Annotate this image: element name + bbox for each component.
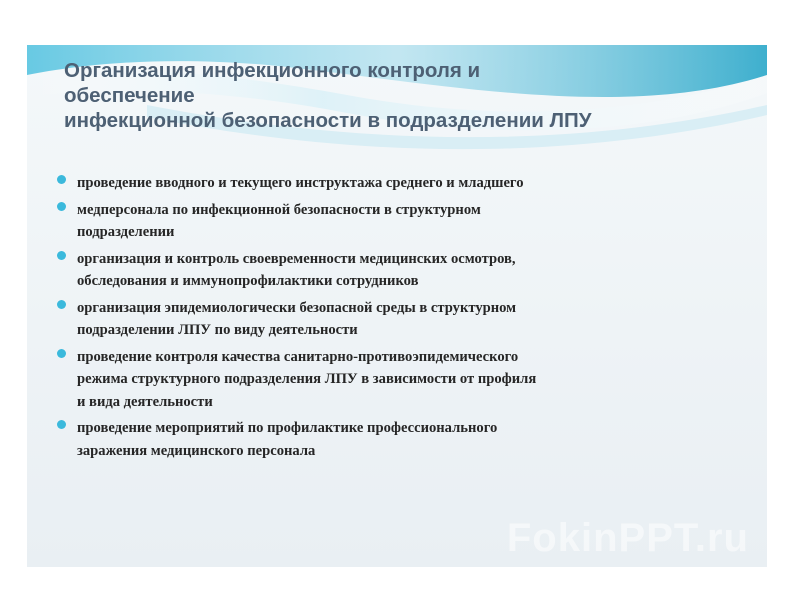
list-item-text: проведение мероприятий по профилактике профессионального xyxy=(77,420,498,436)
bullet-dot-icon xyxy=(57,420,66,429)
list-item-text: организация и контроль своевременности медицинских осмотров, xyxy=(77,250,516,267)
list-item-text: проведение контроля качества санитарно-противоэпидемического xyxy=(77,348,519,365)
bullet-dot-icon xyxy=(57,251,66,260)
title-line: обеспечение xyxy=(64,84,195,107)
list-item xyxy=(57,346,747,414)
list-item-text: обследования и иммунопрофилактики сотрудников xyxy=(77,273,419,289)
list-item-text: подразделении xyxy=(77,224,175,240)
bullet-dot-icon xyxy=(57,300,66,309)
list-item-text: организация эпидемиологически безопасной среды в структурном xyxy=(77,299,517,316)
bullet-dot-icon xyxy=(57,175,66,184)
slide xyxy=(27,45,767,567)
bullet-dot-icon xyxy=(57,202,66,211)
bullet-dot-icon xyxy=(57,349,66,358)
list-item-text: и вида деятельности xyxy=(77,393,213,410)
list-item xyxy=(57,297,747,342)
list-item xyxy=(57,417,747,462)
title-line: Организация инфекционного контроля и xyxy=(64,59,481,82)
bullet-list xyxy=(57,172,747,466)
list-item-text: заражения медицинского персонала xyxy=(77,442,316,459)
list-item xyxy=(57,248,747,293)
list-item-text: подразделении ЛПУ по виду деятельности xyxy=(77,322,358,338)
title-line: инфекционной безопасности в подразделении ЛПУ xyxy=(64,109,592,132)
list-item xyxy=(57,172,747,195)
slide-title xyxy=(64,58,744,133)
list-item-text: медперсонала по инфекционной безопасности в структурном xyxy=(77,201,481,218)
list-item-text: проведение вводного и текущего инструктажа среднего и младшего xyxy=(77,175,524,191)
list-item-text: режима структурного подразделения ЛПУ в зависимости от профиля xyxy=(77,371,537,387)
list-item xyxy=(57,199,747,244)
watermark: FokinPPT.ru xyxy=(506,516,749,560)
